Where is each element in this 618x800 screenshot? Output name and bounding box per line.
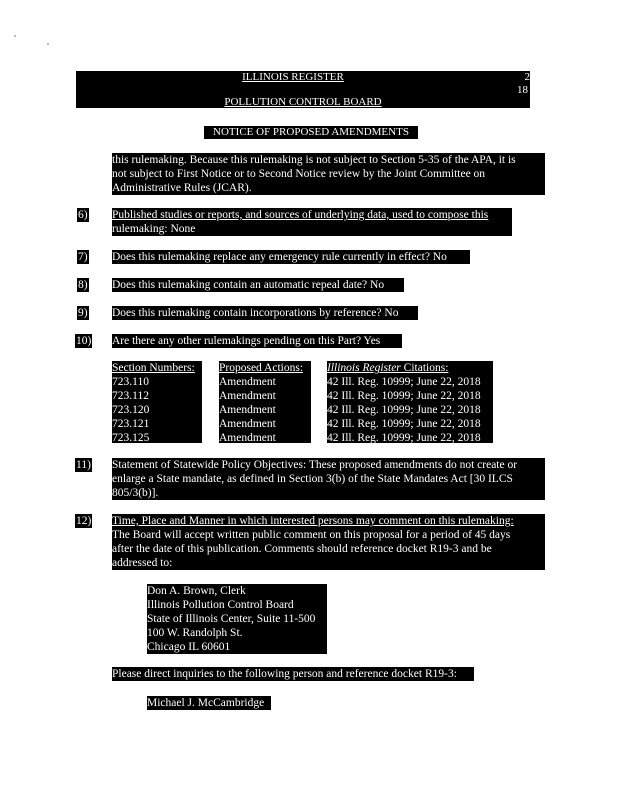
- citation: 42 Ill. Reg. 10999; June 22, 2018: [327, 390, 481, 402]
- item-7-text: Does this rulemaking replace any emergency rule currently in effect? No: [112, 250, 470, 264]
- address-line: Illinois Pollution Control Board: [147, 599, 294, 611]
- item-8-number: 8): [78, 279, 88, 291]
- section-numbers-header: Section Numbers:: [112, 362, 195, 374]
- item-6-text: Published studies or reports, and sources of underlying data, used to compose this rulemaking: None: [112, 208, 512, 236]
- proposed-actions-header: Proposed Actions:: [219, 362, 304, 374]
- item-7-number: 7): [78, 251, 88, 263]
- address-line: Don A. Brown, Clerk: [147, 585, 246, 597]
- item-11-text: Statement of Statewide Policy Objectives: These proposed amendments do not create or enlarge a State mandate, as defined in Section 3(b) of the State Mandates Act [30 ILCS 805/3(b)].: [112, 458, 545, 500]
- register-title: ILLINOIS REGISTER: [242, 71, 344, 83]
- proposed-action: Amendment: [219, 432, 276, 443]
- item-10-number: 10): [76, 335, 92, 347]
- section-number: 723.112: [112, 390, 149, 402]
- proposed-action: Amendment: [219, 404, 276, 416]
- section-number: 723.121: [112, 418, 150, 430]
- section-number: 723.120: [112, 404, 150, 416]
- item-9-number: 9): [78, 307, 88, 319]
- inquiries-text: Please direct inquiries to the following person and reference docket R19-3:: [112, 667, 474, 681]
- citation: 42 Ill. Reg. 10999; June 22, 2018: [327, 376, 481, 388]
- item-12-number: 12): [76, 515, 92, 527]
- citation: 42 Ill. Reg. 10999; June 22, 2018: [327, 418, 481, 430]
- page-number: 18: [517, 84, 528, 96]
- section-number: 723.110: [112, 376, 149, 388]
- scan-speck: [47, 43, 49, 45]
- board-name: POLLUTION CONTROL BOARD: [224, 96, 382, 108]
- section-numbers-column: [112, 361, 202, 443]
- proposed-action: Amendment: [219, 418, 276, 430]
- register-header: [76, 71, 510, 84]
- contact-name: Michael J. McCambridge: [147, 696, 271, 710]
- citations-column: [327, 361, 493, 443]
- address-line: 100 W. Randolph St.: [147, 627, 243, 639]
- citations-header: Illinois Register Citations:: [327, 362, 449, 374]
- citation: 42 Ill. Reg. 10999; June 22, 2018: [327, 404, 481, 416]
- page-mark: 2: [508, 71, 530, 84]
- scan-speck: [14, 35, 16, 37]
- item-6-number: 6): [78, 209, 88, 221]
- address-block: [147, 584, 327, 654]
- proposed-action: Amendment: [219, 390, 276, 402]
- item-9-text: Does this rulemaking contain incorporations by reference? No: [112, 306, 418, 320]
- proposed-actions-column: [219, 361, 311, 443]
- item-10-text: Are there any other rulemakings pending on this Part? Yes: [112, 334, 402, 348]
- proposed-action: Amendment: [219, 376, 276, 388]
- item-12-text: Time, Place and Manner in which interested persons may comment on this rulemaking: The Board will accept written public comment on this proposal for a period of 45 days after the date of this publication. Comments should reference docket R19-3 and be addressed to:: [112, 514, 545, 570]
- address-line: Chicago IL 60601: [147, 641, 231, 653]
- item-8-text: Does this rulemaking contain an automatic repeal date? No: [112, 278, 404, 292]
- notice-title: NOTICE OF PROPOSED AMENDMENTS: [204, 126, 418, 139]
- header-band: [76, 84, 530, 108]
- address-line: State of Illinois Center, Suite 11-500: [147, 613, 316, 625]
- citation: 42 Ill. Reg. 10999; June 22, 2018: [327, 432, 481, 443]
- section-number: 723.125: [112, 432, 150, 443]
- item-11-number: 11): [76, 459, 91, 471]
- intro-paragraph: this rulemaking. Because this rulemaking is not subject to Section 5-35 of the APA, it is not subject to First Notice or to Second Notice review by the Joint Committee on Administrative Rules (JCAR).: [112, 153, 545, 195]
